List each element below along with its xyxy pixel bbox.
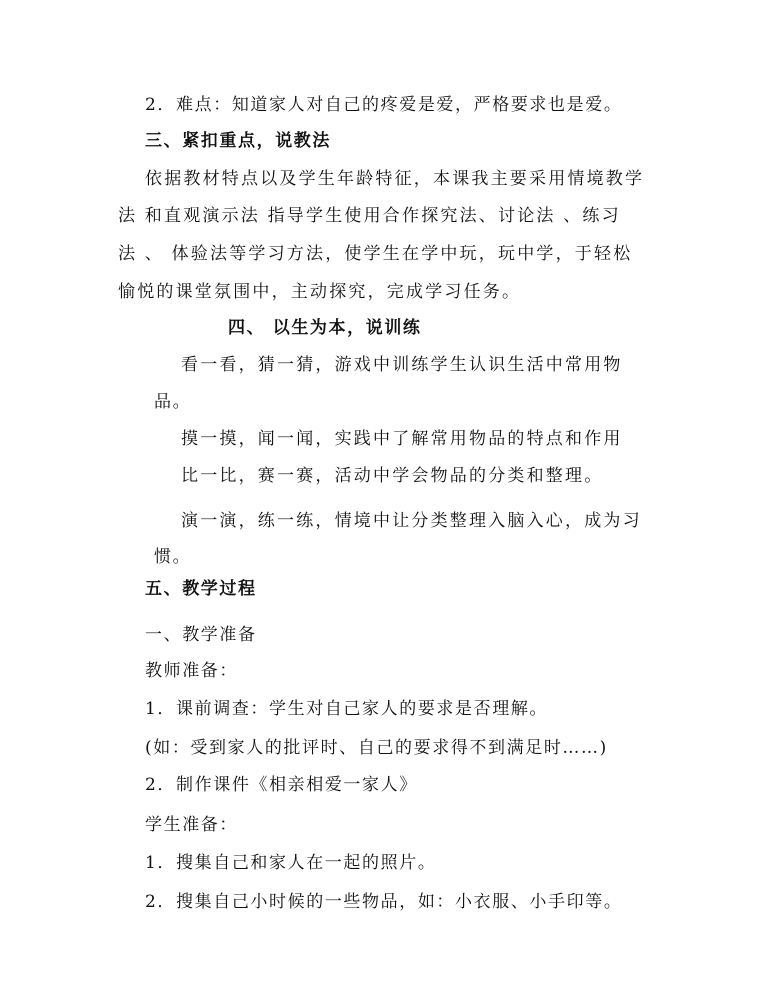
- label-teacher-preparation: 教师准备：: [145, 661, 238, 681]
- text-line-training-3: 比一比，赛一赛，活动中学会物品的分类和整理。: [181, 466, 604, 486]
- text-line-courseware: 2．制作课件《相亲相爱一家人》: [145, 775, 418, 795]
- text-line-method-1: 依据教材特点以及学生年龄特征，本课我主要采用情境教学: [145, 169, 645, 189]
- text-line-difficulty: 2．难点：知道家人对自己的疼爱是爱，严格要求也是爱。: [145, 95, 623, 115]
- text-line-items: 2．搜集自己小时候的一些物品，如：小衣服、小手印等。: [145, 892, 623, 912]
- section-heading-process: 五、教学过程: [145, 579, 257, 599]
- text-line-photos: 1．搜集自己和家人在一起的照片。: [145, 853, 437, 873]
- text-line-method-3: 法 、 体验法等学习方法，使学生在学中玩，玩中学，于轻松: [118, 244, 633, 264]
- section-heading-teaching-method: 三、紧扣重点，说教法: [145, 131, 331, 151]
- text-line-training-4-cont: 惯。: [154, 547, 192, 567]
- label-student-preparation: 学生准备：: [145, 815, 238, 835]
- section-heading-training: 四、 以生为本，说训练: [228, 318, 422, 338]
- text-line-training-1: 看一看，猜一猜，游戏中训练学生认识生活中常用物: [181, 355, 623, 375]
- text-line-training-4: 演一演，练一练，情境中让分类整理入脑入心，成为习: [181, 511, 642, 531]
- text-line-training-1-cont: 品。: [154, 392, 192, 412]
- text-line-survey-example: (如：受到家人的批评时、自己的要求得不到满足时……): [145, 738, 608, 758]
- text-line-survey: 1．课前调查：学生对自己家人的要求是否理解。: [145, 699, 549, 719]
- subheading-preparation: 一、教学准备: [145, 625, 257, 645]
- text-line-training-2: 摸一摸，闻一闻，实践中了解常用物品的特点和作用: [181, 429, 623, 449]
- text-line-method-4: 愉悦的课堂氛围中，主动探究，完成学习任务。: [118, 282, 522, 302]
- text-line-method-2: 法 和直观演示法 指导学生使用合作探究法、讨论法 、练习: [118, 206, 621, 226]
